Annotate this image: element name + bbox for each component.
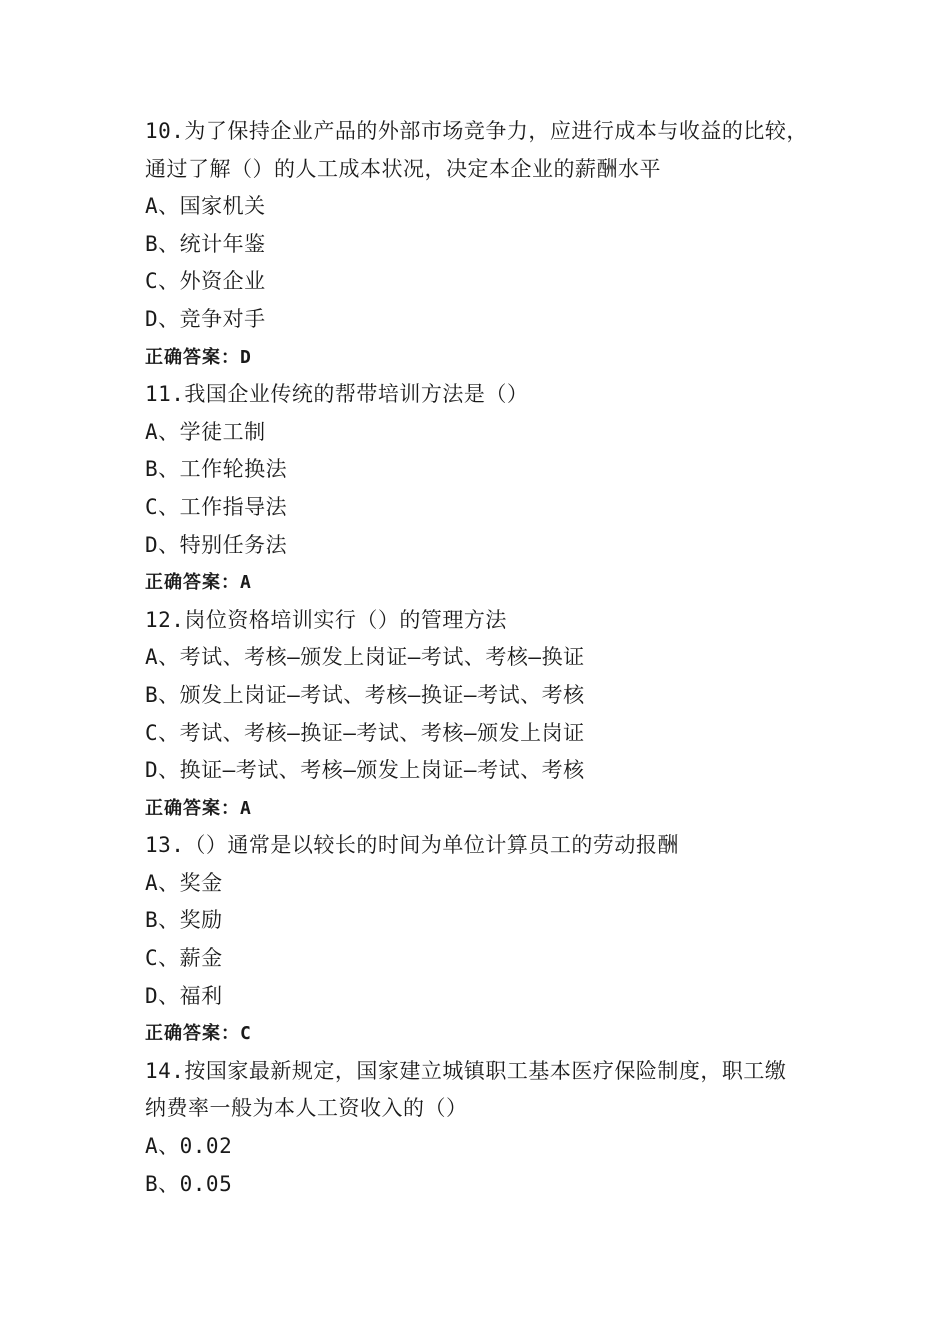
- option-a: A、学徒工制: [145, 419, 266, 444]
- option-a: A、考试、考核—颁发上岗证—考试、考核—换证: [145, 645, 585, 670]
- option-b: B、奖励: [145, 908, 223, 933]
- question-stem-line: 14.按国家最新规定，国家建立城镇职工基本医疗保险制度，职工缴: [145, 1058, 787, 1083]
- question-11: [145, 376, 835, 602]
- question-stem-line: 12.岗位资格培训实行（）的管理方法: [145, 607, 507, 632]
- correct-answer: 正确答案：A: [145, 797, 252, 819]
- option-d: D、竞争对手: [145, 306, 266, 331]
- option-c: C、外资企业: [145, 269, 266, 294]
- question-stem-line: 11.我国企业传统的帮带培训方法是（）: [145, 382, 529, 407]
- option-b: B、工作轮换法: [145, 457, 288, 482]
- correct-answer: 正确答案：C: [145, 1023, 252, 1045]
- option-a: A、国家机关: [145, 194, 266, 219]
- option-a: A、奖金: [145, 870, 223, 895]
- question-13: [145, 827, 835, 1053]
- question-stem-line: 纳费率一般为本人工资收入的（）: [145, 1096, 468, 1121]
- option-c: C、工作指导法: [145, 494, 288, 519]
- option-c: C、考试、考核—换证—考试、考核—颁发上岗证: [145, 720, 585, 745]
- question-10: [145, 113, 835, 376]
- question-12: [145, 602, 835, 828]
- question-14: [145, 1053, 835, 1203]
- option-d: D、福利: [145, 983, 223, 1008]
- option-a: A、0.02: [145, 1134, 233, 1159]
- question-stem-line: 13.（）通常是以较长的时间为单位计算员工的劳动报酬: [145, 833, 679, 858]
- correct-answer: 正确答案：A: [145, 572, 252, 594]
- option-d: D、特别任务法: [145, 532, 288, 557]
- option-b: B、0.05: [145, 1171, 233, 1196]
- option-b: B、颁发上岗证—考试、考核—换证—考试、考核: [145, 682, 585, 707]
- option-c: C、薪金: [145, 946, 223, 971]
- document-page: [145, 113, 835, 1203]
- question-stem-line: 通过了解（）的人工成本状况，决定本企业的薪酬水平: [145, 156, 661, 181]
- question-stem-line: 10.为了保持企业产品的外部市场竞争力，应进行成本与收益的比较，: [145, 119, 808, 143]
- option-b: B、统计年鉴: [145, 231, 266, 256]
- option-d: D、换证—考试、考核—颁发上岗证—考试、考核: [145, 758, 585, 783]
- correct-answer: 正确答案：D: [145, 346, 252, 368]
